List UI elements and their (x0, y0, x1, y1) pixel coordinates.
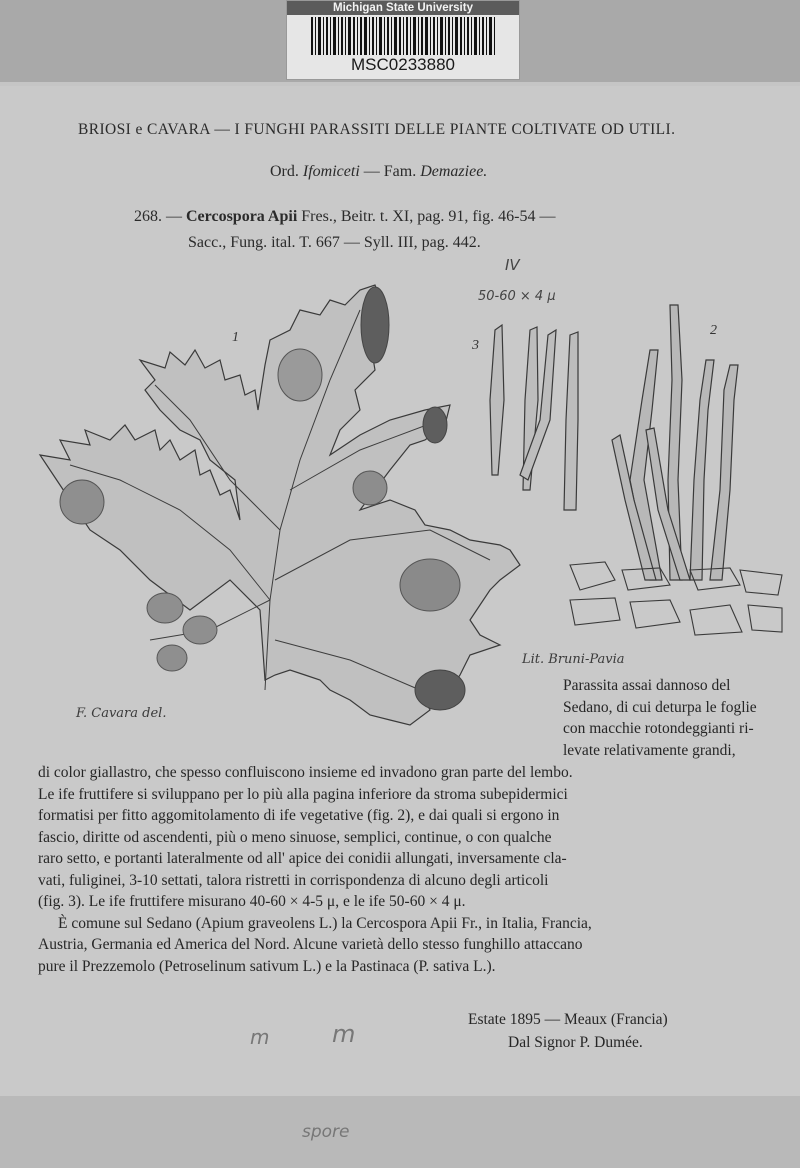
conidia-drawing (490, 325, 578, 510)
pencil-mark-m2: m (332, 1020, 356, 1048)
leaf-spot (361, 287, 389, 363)
description-body: di color giallastro, che spesso confluiscono insieme ed invadono gran parte del lembo. Le ife fruttifere si sviluppano per lo più alla pagina inferiore da stroma subepidermici formatisi per fitto aggomitolamento di ife vegetative (fig. 2), e dai quali si ergono in fascio, diritte od ascendenti, più o meno sinuose, semplici, continue, o con qualche raro setto, e portanti lateralmente od all' apice dei conidii allungati, inversamente cla- vati, fuliginei, 3-10 settati, talora ristretti in corrispondenza di alcuno degli articoli (fig. 3). Le ife fruttifere misurano 40-60 × 4-5 μ, e le ife 50-60 × 4 μ. È comune sul Sedano (Apium graveolens L.) la Cercospora Apii Fr., in Italia, Francia, Austria, Germania ed America del Nord. Alcune varietà dello stesso funghillo attaccano pure il Prezzemolo (Petroselinum sativum L.) e la Pastinaca (P. sativa L.). (38, 764, 592, 975)
species-name: Cercospora Apii (186, 208, 298, 225)
family-name: Demaziee. (420, 163, 488, 180)
order-name: Ifomiceti (302, 163, 360, 180)
artist-credit: F. Cavara del. (76, 706, 167, 721)
leaf-spot (400, 559, 460, 611)
pencil-note-spore: spore (302, 1122, 350, 1142)
pencil-mark-m1: m (250, 1025, 270, 1049)
celery-leaf-drawing (40, 285, 520, 725)
figure-number-1: 1 (232, 330, 239, 345)
lithographer-credit: Lit. Bruni-Pavia (522, 652, 625, 667)
collector: Dal Signor P. Dumée. (508, 1034, 643, 1051)
barcode-tag (286, 0, 520, 80)
leaf-spot (278, 349, 322, 401)
description-intro: Parassita assai dannoso del Sedano, di cui deturpa le foglie con macchie rotondeggianti ri- levate relativamente grandi, (563, 677, 757, 759)
institution-name: Michigan State University (287, 1, 519, 15)
leaf-spot (147, 593, 183, 623)
hyphae-fascicle-drawing (612, 305, 738, 580)
leaf-spot (415, 670, 465, 710)
leaf-spot (60, 480, 104, 524)
leaf-spot (157, 645, 187, 671)
collection-date-place: Estate 1895 — Meaux (Francia) (468, 1011, 668, 1028)
leaf-spot (353, 471, 387, 505)
barcode-image (311, 17, 495, 55)
figure-number-2: 2 (710, 323, 717, 338)
botanical-illustration (30, 280, 790, 740)
order-family-line: Ord. Ifomiceti — Fam. Demaziee. (270, 163, 488, 180)
leaf-spot (423, 407, 447, 443)
handwritten-correction: IV (505, 256, 520, 274)
leaf-spot (183, 616, 217, 644)
specimen-code: MSC0233880 (351, 55, 455, 74)
figure-number-3: 3 (472, 338, 479, 353)
lower-sheet-edge (0, 1096, 800, 1168)
series-title: BRIOSI e CAVARA — I FUNGHI PARASSITI DELLE PIANTE COLTIVATE OD UTILI. (78, 121, 676, 138)
species-line-1: 268. — Cercospora Apii Fres., Beitr. t. XI, pag. 91, fig. 46-54 — (134, 208, 556, 225)
species-line-2: Sacc., Fung. ital. T. 667 — Syll. III, pag. 442. (188, 234, 481, 251)
handwritten-spore-measure: 50-60 × 4 μ (478, 289, 556, 304)
